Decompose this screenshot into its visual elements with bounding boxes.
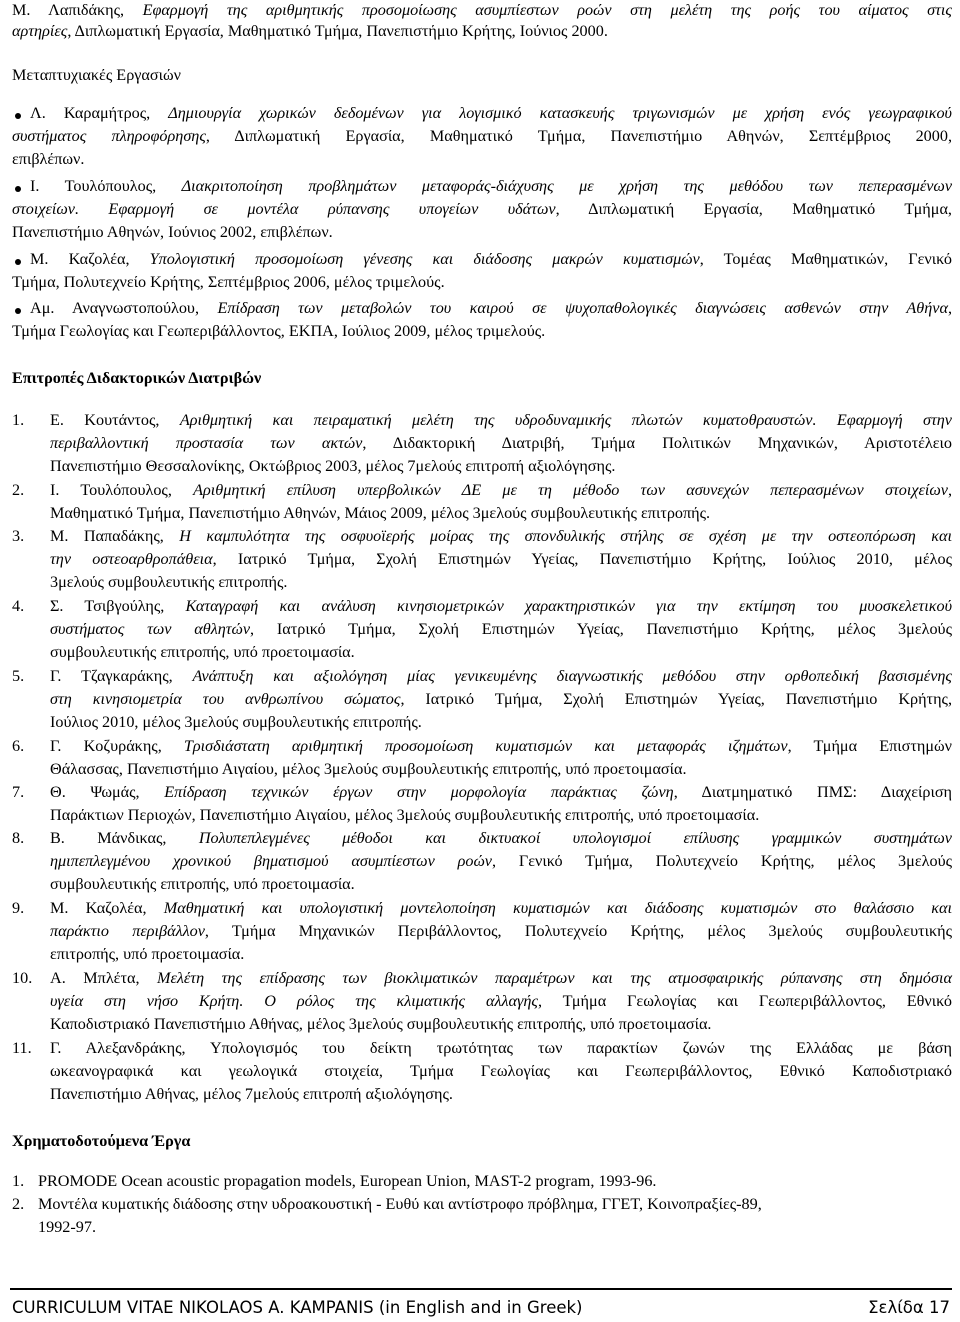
phd-item-7-line1: Θ. Ψωμάς, Επίδραση τεχνικών έργων στην μορφολογία παράκτιας ζώνη, Διατμηματικό ΠΜΣ: Διαχείριση bbox=[50, 783, 953, 801]
funded-item-2-line2: 1992-97. bbox=[38, 1218, 96, 1236]
list-number: 9. bbox=[12, 899, 25, 917]
funded-item-2-line1: Μοντέλα κυματικής διάδοσης στην υδροακουστική - Ευθύ και αντίστροφο πρόβλημα, ΓΓΕΤ, Κοινοπραξίες-89, bbox=[38, 1195, 762, 1213]
list-number: 5. bbox=[12, 667, 25, 685]
author: Μ. Λαπιδάκης, bbox=[12, 1, 143, 19]
postgrad-item-1-line1: Λ. Καραμήτρος, Δημιουργία χωρικών δεδομένων για λογισμικό κατασκευής τριγωνισμών με χρήση ενός γεωγραφικού bbox=[30, 104, 952, 122]
postgrad-item-3-line2: Τμήμα, Πολυτεχνείο Κρήτης, Σεπτέμβριος 2006, μέλος τριμελούς. bbox=[12, 273, 445, 291]
phd-item-6-line1: Γ. Κοζυράκης, Τρισδιάστατη αριθμητική προσομοίωση κυματισμών και μεταφοράς ιζημάτων, Τμήμα Επιστημών bbox=[50, 737, 953, 755]
phd-item-4-line1: Σ. Τσιβγούλης, Καταγραφή και ανάλυση κινησιομετρικών χαρακτηριστικών για την εκτίμηση του μυοσκελετικού bbox=[50, 597, 953, 615]
phd-item-10-line1: Α. Μπλέτα, Μελέτη της επίδρασης των βιοκλιματικών παραμέτρων και της ατμοσφαιρικής ρύπανσης στη δημόσια bbox=[50, 969, 953, 987]
phd-item-5-line2: στη κινησιομετρία του ανθρωπίνου σώματος, Ιατρικό Τμήμα, Σχολή Επιστημών Υγείας, Πανεπιστήμιο Κρήτης, bbox=[50, 690, 952, 708]
footer-rule bbox=[10, 1288, 952, 1290]
postgrad-item-1-line2: συστήματος πληροφόρησης, Διπλωματική Εργασία, Μαθηματικό Τμήμα, Πανεπιστήμιο Αθηνών, Σεπτέμβριος 2000, bbox=[12, 127, 953, 145]
list-number: 10. bbox=[12, 969, 33, 987]
postgrad-item-1-line3: επιβλέπων. bbox=[12, 150, 85, 168]
postgrad-item-2-line3: Πανεπιστήμιο Αθηνών, Ιούνιος 2002, επιβλέπων. bbox=[12, 223, 333, 241]
phd-item-5-line3: Ιούλιος 2010, μέλος 3μελούς συμβουλευτικής επιτροπής. bbox=[50, 713, 422, 731]
phd-item-11-line1: Γ. Αλεξανδράκης, Υπολογισμός του δείκτη τρωτότητας των παρακτίων ζωνών της Ελλάδας με βάση bbox=[50, 1039, 952, 1057]
phd-item-3-line3: 3μελούς συμβουλευτικής επιτροπής. bbox=[50, 573, 288, 591]
phd-item-8-line2: ημιπεπλεγμένου χρονικού βηματισμού ασυμπίεστων ροών, Γενικό Τμήμα, Πολυτεχνείο Κρήτης, μέλος 3μελούς bbox=[50, 852, 952, 870]
postgrad-item-2-line2: στοιχείων. Εφαρμογή σε μοντέλα ρύπανσης υπογείων υδάτων, Διπλωματική Εργασία, Μαθηματικό Τμήμα, bbox=[12, 200, 952, 218]
funded-item-1-line1: PROMODE Ocean acoustic propagation models, European Union, MAST-2 program, 1993-96. bbox=[38, 1172, 657, 1190]
postgrad-item-3-line1: Μ. Καζολέα, Υπολογιστική προσομοίωση γένεσης και διάδοσης μακρών κυματισμών, Τομέας Μαθηματικών, Γενικό bbox=[30, 250, 952, 268]
section-heading-funded: Χρηματοδοτούμενα Έργα bbox=[12, 1132, 191, 1150]
phd-item-11-line2: ωκεανογραφικά και γεωλογικά στοιχεία, Τμήμα Γεωλογίας και Γεωπεριβάλλοντος, Εθνικό Καποδιστριακό bbox=[50, 1062, 952, 1080]
phd-item-6-line2: Θάλασσας, Πανεπιστήμιο Αιγαίου, μέλος 3μελούς συμβουλευτικής επιτροπής, υπό προετοιμασία. bbox=[50, 760, 687, 778]
list-number: 7. bbox=[12, 783, 25, 801]
phd-item-3-line2: την οστεοαρθροπάθεια, Ιατρικό Τμήμα, Σχολή Επιστημών Υγείας, Πανεπιστήμιο Κρήτης, Ιούλιος 2010, μέλος bbox=[50, 550, 952, 568]
list-number: 1. bbox=[12, 1172, 25, 1190]
postgrad-item-4-line1: Αμ. Αναγνωστοπούλου, Επίδραση των μεταβολών του καιρού σε ψυχοπαθολογικές διαγνώσεις ασθενών στην Αθήνα, bbox=[30, 299, 953, 317]
list-number: 2. bbox=[12, 481, 25, 499]
phd-item-11-line3: Πανεπιστήμιο Αθήνας, μέλος 7μελούς επιτροπή αξιολόγησης. bbox=[50, 1085, 453, 1103]
postgrad-item-4-line2: Τμήμα Γεωλογίας και Γεωπεριβάλλοντος, ΕΚΠΑ, Ιούλιος 2009, μέλος τριμελούς. bbox=[12, 322, 546, 340]
phd-item-10-line2: υγεία στη νήσο Κρήτη. Ο ρόλος της κλιματικής αλλαγής, Τμήμα Γεωλογίας και Γεωπεριβάλλοντος, Εθνικό bbox=[50, 992, 953, 1010]
bullet-icon bbox=[15, 186, 21, 192]
phd-item-1-line1: Ε. Κουτάντος, Αριθμητική και πειραματική μελέτη της υδροδυναμικής πλωτών κυματοθραυστών. Εφαρμογή στην bbox=[50, 411, 952, 429]
phd-item-9-line3: επιτροπής, υπό προετοιμασία. bbox=[50, 945, 245, 963]
section-heading-phd: Επιτροπές Διδακτορικών Διατριβών bbox=[12, 369, 262, 387]
postgrad-item-2-line1: Ι. Τουλόπουλος, Διακριτοποίηση προβλημάτων μεταφοράς-διάχυσης με χρήση της μεθόδου των πεπερασμένων bbox=[30, 177, 953, 195]
page-number: Σελίδα 17 bbox=[868, 1298, 950, 1317]
bullet-icon bbox=[15, 308, 21, 314]
phd-item-4-line3: συμβουλευτικής επιτροπής, υπό προετοιμασία. bbox=[50, 643, 355, 661]
list-number: 6. bbox=[12, 737, 25, 755]
list-number: 1. bbox=[12, 411, 25, 429]
footer-title: CURRICULUM VITAE NIKOLAOS A. KAMPANIS (in English and in Greek) bbox=[12, 1298, 583, 1317]
list-number: 4. bbox=[12, 597, 25, 615]
top-entry-line1 bbox=[12, 0, 952, 21]
thesis-title: Εφαρμογή της αριθμητικής προσομοίωσης ασυμπίεστων ροών στη μελέτη της ροής του αίματος στις bbox=[142, 1, 953, 19]
bullet-icon bbox=[15, 113, 21, 119]
list-number: 11. bbox=[12, 1039, 32, 1057]
phd-item-7-line2: Παράκτιων Περιοχών, Πανεπιστήμιο Αιγαίου, μέλος 3μελούς συμβουλευτικής επιτροπής, υπό προετοιμασία. bbox=[50, 806, 760, 824]
phd-item-2-line1: Ι. Τουλόπουλος, Αριθμητική επίλυση υπερβολικών ΔΕ με τη μέθοδο των ασυνεχών πεπερασμένων στοιχείων, bbox=[50, 481, 952, 499]
phd-item-9-line2: παράκτιο περιβάλλον, Τμήμα Μηχανικών Περιβάλλοντος, Πολυτεχνείο Κρήτης, μέλος 3μελούς συμβουλευτικής bbox=[50, 922, 952, 940]
phd-item-2-line2: Μαθηματικό Τμήμα, Πανεπιστήμιο Αθηνών, Μάιος 2009, μέλος 3μελούς συμβουλευτικής επιτροπής. bbox=[50, 504, 711, 522]
phd-item-8-line1: Β. Μάνδικας, Πολυπεπλεγμένες μέθοδοι και δικτυακοί υπολογισμοί επίλυσης γραμμικών συστημάτων bbox=[50, 829, 952, 847]
phd-item-9-line1: Μ. Καζολέα, Μαθηματική και υπολογιστική μοντελοποίηση κυματισμών και διάδοσης κυματισμών στο θαλάσσιο και bbox=[50, 899, 952, 917]
phd-item-3-line1: Μ. Παπαδάκης, Η καμπυλότητα της οσφυοϊερής μοίρας της σπονδυλικής στήλης σε σχέση με την οστεοπόρωση και bbox=[50, 527, 952, 545]
phd-item-10-line3: Καποδιστριακό Πανεπιστήμιο Αθήνας, μέλος 3μελούς συμβουλευτικής επιτροπής, υπό προετοιμασία. bbox=[50, 1015, 712, 1033]
section-heading-postgrad: Μεταπτυχιακές Εργασιών bbox=[12, 66, 181, 84]
list-number: 2. bbox=[12, 1195, 25, 1213]
phd-item-1-line3: Πανεπιστήμιο Θεσσαλονίκης, Οκτώβριος 2003, μέλος 7μελούς επιτροπή αξιολόγησης. bbox=[50, 457, 616, 475]
phd-item-8-line3: συμβουλευτικής επιτροπής, υπό προετοιμασία. bbox=[50, 875, 355, 893]
phd-item-1-line2: περιβαλλοντική προστασία των ακτών, Διδακτορική Διατριβή, Τμήμα Πολιτικών Μηχανικών, Αριστοτέλειο bbox=[50, 434, 952, 452]
phd-item-4-line2: συστήματος των αθλητών, Ιατρικό Τμήμα, Σχολή Επιστημών Υγείας, Πανεπιστήμιο Κρήτης, μέλος 3μελούς bbox=[50, 620, 952, 638]
top-entry-line2: αρτηρίες, Διπλωματική Εργασία, Μαθηματικό Τμήμα, Πανεπιστήμιο Κρήτης, Ιούνιος 2000. bbox=[12, 22, 608, 40]
list-number: 8. bbox=[12, 829, 25, 847]
phd-item-5-line1: Γ. Τζαγκαράκης, Ανάπτυξη και αξιολόγηση μίας γενικευμένης διαγνωστικής μεθόδου στην ορθοπεδική βασισμένης bbox=[50, 667, 952, 685]
list-number: 3. bbox=[12, 527, 25, 545]
bullet-icon bbox=[15, 259, 21, 265]
